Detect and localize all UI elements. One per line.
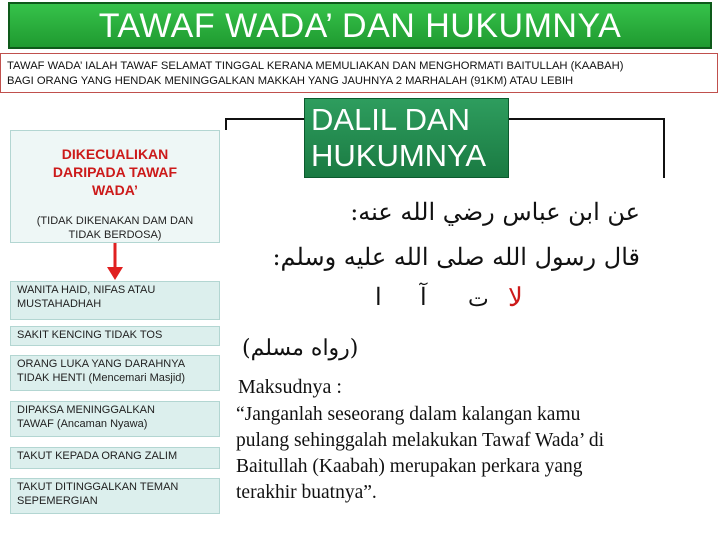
definition-line-2: BAGI ORANG YANG HENDAK MENINGGALKAN MAKKAH YANG JAUHNYA 2 MARHALAH (91KM) ATAU LEBIH [7,74,574,87]
dalil-title-line-2: HUKUMNYA [311,138,487,173]
hadith-fragment: لا [508,283,523,313]
exception-item [10,447,220,469]
exceptions-note-line-2: TIDAK BERDOSA) [68,229,162,241]
definition-box [0,53,718,93]
exceptions-title-line-1: DIKECUALIKAN [61,146,169,162]
exceptions-title [11,145,219,199]
exception-item [10,326,220,346]
hadith-source: (رواه مسلم) [242,336,359,361]
title-banner [8,2,712,49]
exception-item-line: SEPEMERGIAN [17,494,98,507]
exception-item [10,401,220,437]
definition-line-1: TAWAF WADA’ IALAH TAWAF SELAMAT TINGGAL KERANA MEMULIAKAN DAN MENGHORMATI BAITULLAH (KAABAH) [7,60,624,72]
exception-item [10,478,220,514]
exceptions-note-line-1: (TIDAK DIKENAKAN DAM DAN [36,215,194,227]
exceptions-title-line-3: WADA’ [92,182,138,198]
connector-line-left [225,118,227,130]
translation-line-4: terakhir buatnya”. [236,482,377,503]
exceptions-box [10,130,220,243]
connector-line-right [663,118,665,178]
exception-item [10,355,220,391]
translation-text [236,402,720,506]
exception-item [10,281,220,320]
translation-line-3: Baitullah (Kaabah) merupakan perkara yang [236,456,583,477]
hadith-fragment: ا [375,283,382,311]
exception-item-line: SAKIT KENCING TIDAK TOS [17,329,163,341]
dalil-box [304,98,509,178]
hadith-fragment: آ [420,283,427,311]
exception-item-line: MUSTAHADHAH [17,297,102,310]
translation-line-2: pulang sehinggalah melakukan Tawaf Wada’ di [236,430,604,451]
down-arrow-icon [106,243,124,281]
exceptions-title-line-2: DARIPADA TAWAF [52,164,178,180]
dalil-title [311,102,486,174]
page-title: TAWAF WADA’ DAN HUKUMNYA [98,7,622,45]
definition-text [7,59,713,88]
exception-item-line: DIPAKSA MENINGGALKAN [17,404,155,416]
exceptions-note [11,214,219,242]
hadith-narrator-line: عن ابن عباس رضي الله عنه: [350,198,640,226]
exception-item-line: WANITA HAID, NIFAS ATAU [17,284,156,296]
exception-item-line: TAKUT KEPADA ORANG ZALIM [17,450,178,462]
exception-item-line: TIDAK HENTI (Mencemari Masjid) [17,371,186,384]
exception-item-line: TAKUT DITINGGALKAN TEMAN [17,481,179,493]
translation-line-1: “Janganlah seseorang dalam kalangan kamu [236,404,581,425]
exception-item-line: TAWAF (Ancaman Nyawa) [17,417,148,430]
dalil-title-line-1: DALIL DAN [311,102,471,137]
hadith-fragment: ت [468,287,489,312]
maksud-label: Maksudnya : [238,376,342,398]
exception-item-line: ORANG LUKA YANG DARAHNYA [17,358,186,370]
hadith-prophet-line: قال رسول الله صلى الله عليه وسلم: [272,243,640,271]
